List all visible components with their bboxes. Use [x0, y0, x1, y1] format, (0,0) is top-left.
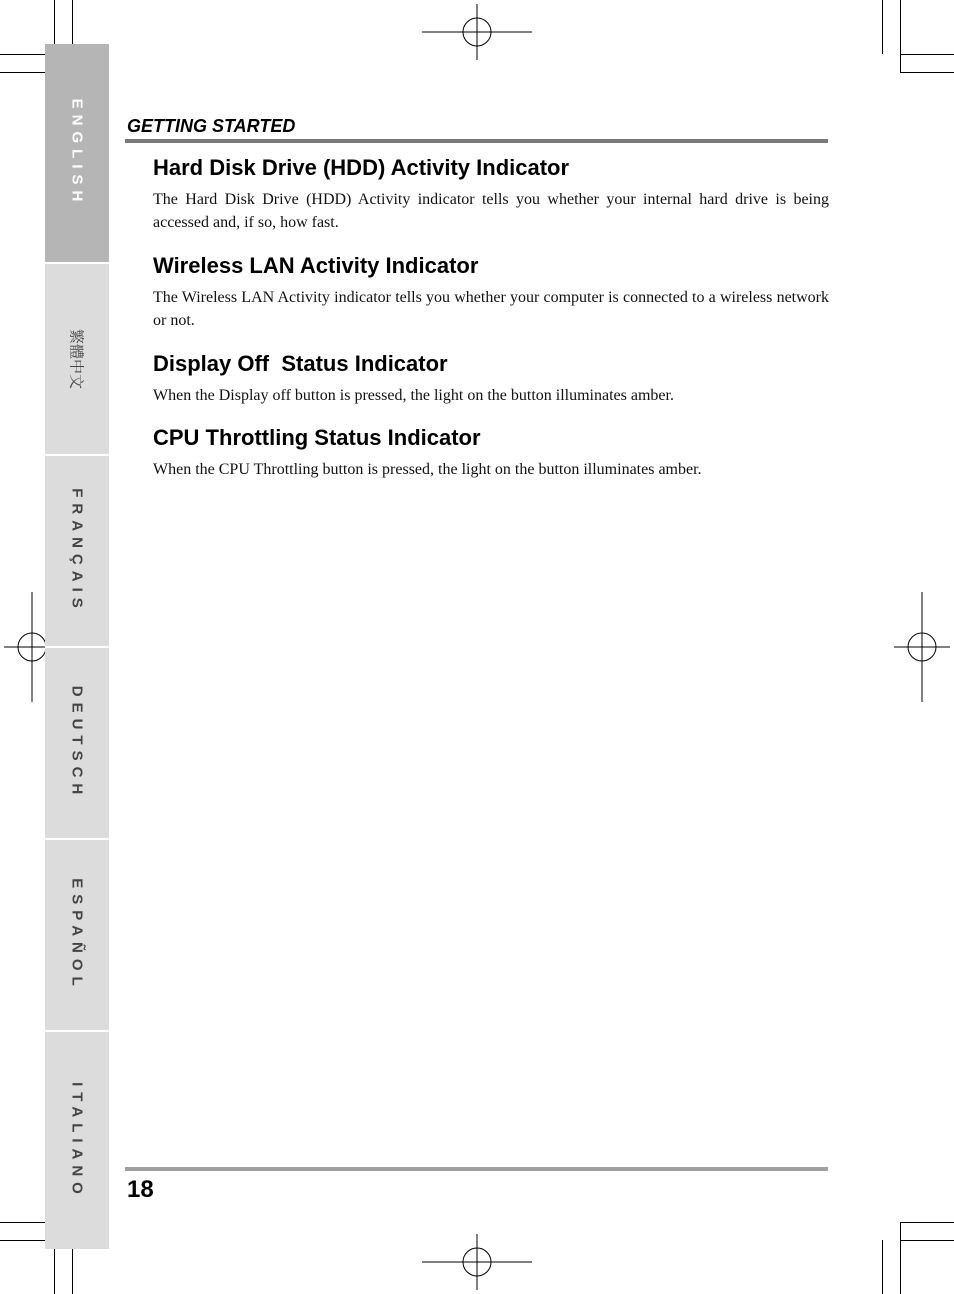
section-body: When the Display off button is pressed, the light on the button illuminates amber.: [153, 387, 674, 404]
registration-mark-bottom: [422, 1234, 532, 1290]
tab-espanol[interactable]: [45, 840, 109, 1032]
section-body: The Wireless LAN Activity indicator tells you whether your computer is connected to a wireless network or not.: [153, 289, 829, 329]
section-wlan-indicator: [153, 250, 829, 332]
tab-label: DEUTSCH: [68, 685, 86, 801]
tab-label: ESPAÑOL: [68, 878, 86, 992]
section-hdd-indicator: [153, 152, 829, 234]
tab-francais[interactable]: [45, 456, 109, 648]
registration-mark-top: [422, 4, 532, 60]
section-heading: Hard Disk Drive (HDD) Activity Indicator: [153, 155, 570, 180]
tab-italiano[interactable]: [45, 1032, 109, 1249]
tab-traditional-chinese[interactable]: [45, 264, 109, 456]
section-heading: CPU Throttling Status Indicator: [153, 425, 481, 450]
section-body: The Hard Disk Drive (HDD) Activity indicator tells you whether your internal hard drive is being accessed and, if so, how fast.: [153, 191, 829, 231]
tab-label: ITALIANO: [68, 1081, 86, 1200]
page-number: 18: [127, 1176, 154, 1203]
section-title: GETTING STARTED: [127, 116, 296, 136]
section-display-off-indicator: [153, 348, 674, 407]
section-cpu-throttling-indicator: [153, 422, 702, 481]
section-heading: Display Off Status Indicator: [153, 351, 448, 376]
tab-label: FRANÇAIS: [68, 488, 86, 614]
section-heading: Wireless LAN Activity Indicator: [153, 253, 479, 278]
tab-label: 繁體中文: [67, 328, 85, 390]
tab-deutsch[interactable]: [45, 648, 109, 840]
tab-english[interactable]: [45, 44, 109, 264]
header-divider: [125, 139, 828, 143]
section-body: When the CPU Throttling button is pressed, the light on the button illuminates amber.: [153, 461, 702, 478]
tab-label: ENGLISH: [68, 98, 86, 208]
language-tabs: [45, 44, 109, 1249]
footer-divider: [125, 1167, 828, 1171]
registration-mark-right: [894, 592, 950, 702]
